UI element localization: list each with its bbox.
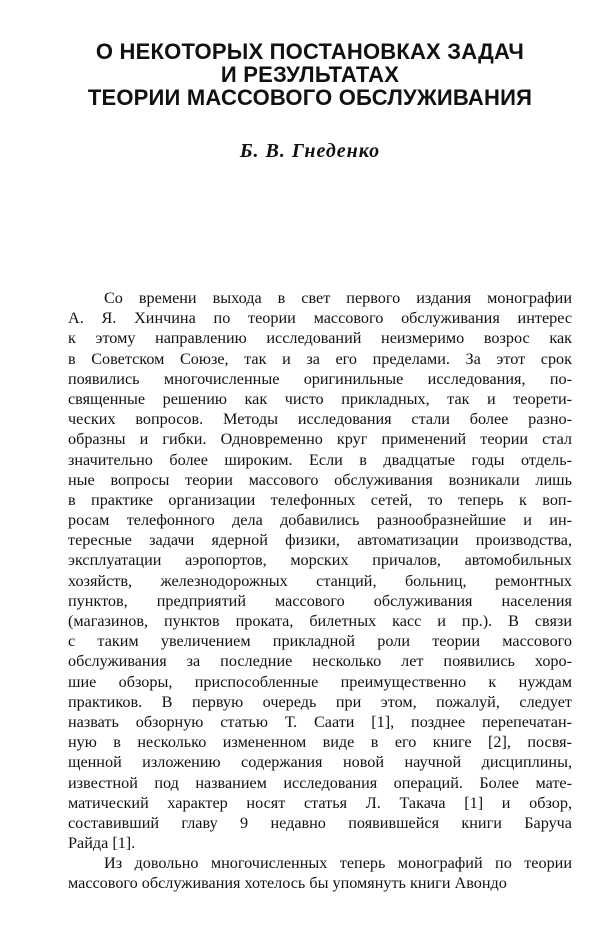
text-line: ческих вопросов. Методы исследования стали более разно- — [68, 410, 572, 429]
author-name: Б. В. Гнеденко — [239, 140, 381, 162]
title-line: О НЕКОТОРЫХ ПОСТАНОВКАХ ЗАДАЧ — [95, 39, 525, 64]
text-line: (магазинов, пунктов проката, билетных касс и пр.). В связи — [68, 612, 572, 630]
text-line: ную в несколько измененном виде в его книге [2], посвя- — [68, 733, 572, 752]
text-line: шие обзоры, приспособленные преимущественно к нуждам — [68, 672, 572, 691]
title-line: ТЕОРИИ МАССОВОГО ОБСЛУЖИВАНИЯ — [87, 85, 533, 110]
title-line: И РЕЗУЛЬТАТАХ — [220, 62, 400, 87]
text-line: обслуживания за последние несколько лет появились хоро- — [68, 652, 572, 671]
text-line: в Советском Союзе, так и за его пределами. За этот срок — [68, 349, 572, 368]
text-line: эксплуатации аэропортов, морских причалов, автомобильных — [68, 551, 572, 570]
text-line: массового обслуживания хотелось бы упомянуть книги Авондо — [68, 874, 507, 893]
text-line: известной под названием исследования операций. Более мате- — [68, 773, 572, 792]
text-line: ные вопросы теории массового обслуживания возникали лишь — [68, 470, 572, 489]
text-line: росам телефонного дела добавились разнообразнейшие и ин- — [68, 511, 572, 530]
paragraph-1 — [68, 288, 572, 853]
text-line: образны и гибки. Одновременно круг применений теории стал — [68, 430, 572, 449]
text-line: щенной изложению содержания новой научной дисциплины, — [68, 753, 572, 772]
text-line: с таким увеличением прикладной роли теории массового — [68, 632, 572, 651]
text-line: А. Я. Хинчина по теории массового обслуживания интерес — [68, 309, 572, 328]
text-line: появились многочисленные оригинильные исследования, по- — [68, 369, 572, 388]
article-body — [68, 288, 572, 894]
text-line: назвать обзорную статью Т. Саати [1], позднее перепечатан- — [68, 712, 572, 731]
text-line: священные решению как чисто прикладных, так и теорети- — [68, 389, 572, 408]
text-line: Из довольно многочисленных теперь монографий по теории — [104, 854, 572, 873]
text-line: хозяйств, железнодорожных станций, больниц, ремонтных — [68, 571, 572, 590]
text-line: в практике организации телефонных сетей, то теперь к воп- — [68, 490, 572, 509]
text-line: составивший главу 9 недавно появившейся книги Баруча — [68, 813, 572, 832]
text-line: значительно более широким. Если в двадцатые годы отдель- — [68, 450, 572, 469]
text-line: практиков. В первую очередь при этом, пожалуй, следует — [68, 692, 572, 711]
text-line: тересные задачи ядерной физики, автоматизации производства, — [68, 531, 572, 550]
text-line: матический характер носят статья Л. Такача [1] и обзор, — [68, 793, 572, 812]
text-line: пунктов, предприятий массового обслуживания населения — [68, 591, 572, 610]
text-line: Райда [1]. — [68, 834, 136, 853]
text-line: к этому направлению исследований неизмеримо возрос как — [68, 329, 572, 348]
paragraph-2 — [68, 853, 572, 893]
text-line: Со времени выхода в свет первого издания монографии — [104, 289, 572, 307]
article-title — [40, 40, 580, 109]
